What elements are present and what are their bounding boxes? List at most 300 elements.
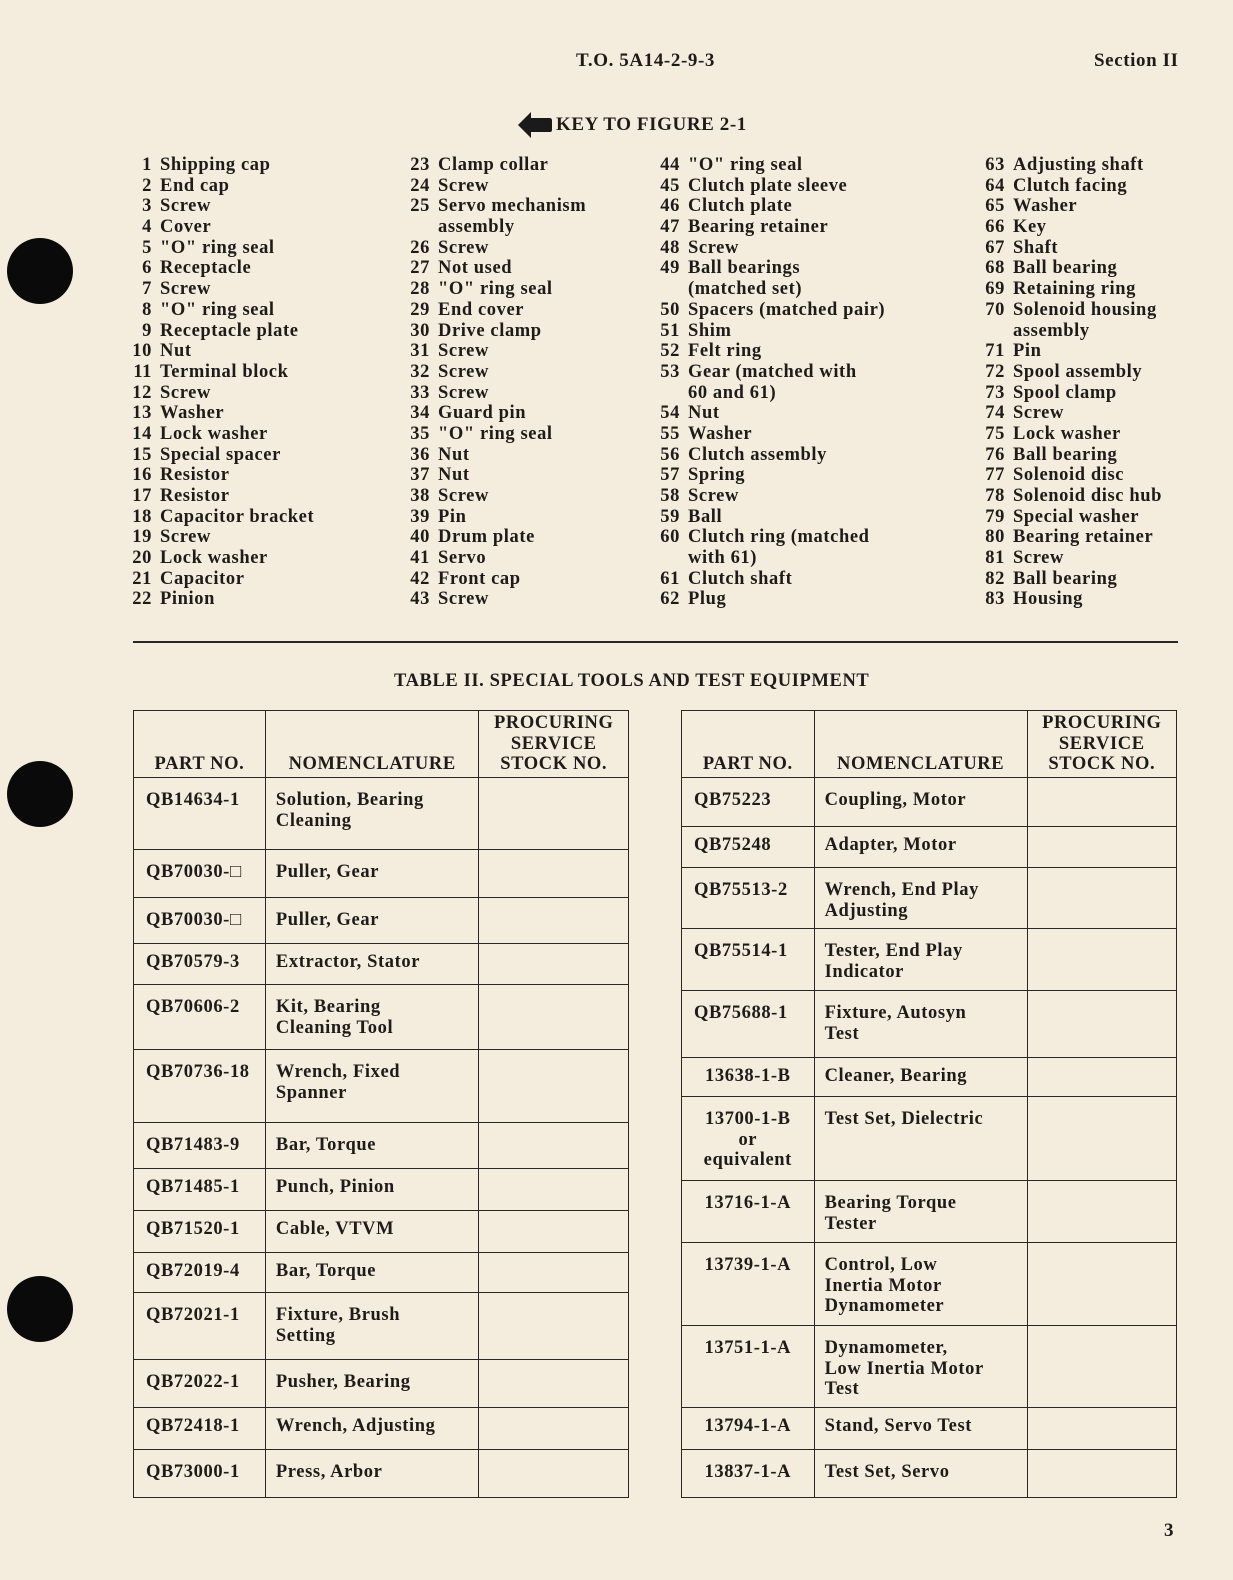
key-item-label: Cover <box>160 217 212 238</box>
key-item <box>650 238 885 259</box>
key-item-number: 7 <box>142 279 152 300</box>
key-item-label: (matched set) <box>688 279 803 300</box>
key-item <box>400 362 586 383</box>
key-item-label: Adjusting shaft <box>1013 155 1144 175</box>
stock-number <box>1027 827 1176 868</box>
column-header: NOMENCLATURE <box>265 711 479 778</box>
key-item <box>130 486 314 507</box>
key-item <box>130 238 314 259</box>
key-item <box>650 527 885 548</box>
key-item-label: Screw <box>438 175 489 196</box>
key-item <box>400 569 586 590</box>
key-item <box>130 424 314 445</box>
tools-table-right <box>681 710 1177 1498</box>
key-item-label: Solenoid disc hub <box>1013 486 1163 506</box>
key-item <box>400 486 586 507</box>
table-row <box>134 778 629 850</box>
key-item-number: 78 <box>985 486 1005 506</box>
key-item-label: Pinion <box>160 589 216 610</box>
divider <box>133 641 1178 643</box>
key-item <box>650 548 885 569</box>
section-label: Section II <box>1094 50 1179 71</box>
key-item-label: 60 and 61) <box>688 382 777 403</box>
binder-hole <box>7 1276 73 1342</box>
document-number: T.O. 5A14-2-9-3 <box>576 50 715 71</box>
key-item <box>650 403 885 424</box>
key-item-number: 38 <box>410 486 430 506</box>
key-item-number: 13 <box>132 403 152 424</box>
key-item-label: Spacers (matched pair) <box>688 299 886 320</box>
key-item-number <box>400 217 430 238</box>
key-item-label: Shipping cap <box>160 155 271 175</box>
key-item <box>400 465 586 486</box>
key-item-number: 35 <box>410 423 430 444</box>
key-item-number: 46 <box>660 196 680 217</box>
key-item <box>130 321 314 342</box>
key-item-number <box>650 279 680 300</box>
key-item <box>650 155 885 176</box>
key-item <box>400 238 586 259</box>
nomenclature: Pusher, Bearing <box>265 1360 479 1408</box>
table-row <box>134 850 629 898</box>
key-item-label: Lock washer <box>160 548 268 569</box>
part-number: QB75514-1 <box>682 929 815 991</box>
key-item-label: Washer <box>688 423 753 444</box>
key-item <box>650 383 885 404</box>
key-item <box>400 424 586 445</box>
part-number: QB14634-1 <box>134 778 266 850</box>
table-row <box>134 1450 629 1498</box>
table-row <box>134 1123 629 1169</box>
key-item-number: 18 <box>132 506 152 527</box>
key-item-label: Screw <box>1013 548 1064 569</box>
key-item-label: Special spacer <box>160 444 281 465</box>
key-item <box>400 176 586 197</box>
key-item-label: Clutch shaft <box>688 568 793 589</box>
key-column-3 <box>650 155 885 610</box>
key-item-label: Screw <box>438 589 489 610</box>
key-item <box>975 527 1162 548</box>
key-item <box>975 176 1162 197</box>
key-item-number: 59 <box>660 506 680 527</box>
key-item <box>650 321 885 342</box>
key-item-label: Capacitor bracket <box>160 506 315 527</box>
key-item-number: 41 <box>410 548 430 569</box>
column-header: PART NO. <box>134 711 266 778</box>
stock-number <box>1027 1058 1176 1097</box>
key-item-label: Plug <box>688 589 727 610</box>
stock-number <box>479 1360 629 1408</box>
key-item-label: Solenoid housing <box>1013 299 1157 320</box>
nomenclature: Test Set, Servo <box>814 1450 1027 1498</box>
table-row <box>134 898 629 944</box>
key-item-label: Bearing retainer <box>688 217 829 238</box>
key-item-label: Screw <box>1013 403 1064 424</box>
key-item <box>130 569 314 590</box>
key-item <box>975 238 1162 259</box>
key-item-number: 1 <box>142 155 152 175</box>
column-header: PROCURING SERVICE STOCK NO. <box>479 711 629 778</box>
nomenclature: Adapter, Motor <box>814 827 1027 868</box>
key-item-label: Terminal block <box>160 361 289 382</box>
key-item <box>975 196 1162 217</box>
key-item-label: End cover <box>438 299 525 320</box>
key-item-label: Washer <box>160 403 225 424</box>
key-item <box>975 465 1162 486</box>
key-item-number: 34 <box>410 403 430 424</box>
key-item-label: Spring <box>688 465 746 486</box>
key-item <box>650 341 885 362</box>
key-item <box>130 155 314 176</box>
table-row <box>682 868 1177 929</box>
key-item-label: Receptacle plate <box>160 320 299 341</box>
key-item <box>400 321 586 342</box>
key-item-number: 5 <box>142 237 152 258</box>
key-item-label: Drive clamp <box>438 320 542 341</box>
key-item-label: "O" ring seal <box>438 423 553 444</box>
part-number: QB75248 <box>682 827 815 868</box>
key-item-label: Front cap <box>438 568 521 589</box>
key-item <box>130 403 314 424</box>
key-item-label: Spool clamp <box>1013 382 1117 403</box>
key-item-label: assembly <box>1013 320 1090 341</box>
part-number: QB73000-1 <box>134 1450 266 1498</box>
key-item <box>975 548 1162 569</box>
tools-table-left <box>133 710 629 1498</box>
stock-number <box>1027 1326 1176 1408</box>
key-item <box>975 300 1162 321</box>
key-item <box>130 176 314 197</box>
nomenclature: Cable, VTVM <box>265 1211 479 1253</box>
part-number: QB75688-1 <box>682 991 815 1058</box>
stock-number <box>479 985 629 1050</box>
key-item-label: Screw <box>160 527 211 548</box>
key-item-number: 37 <box>410 465 430 486</box>
key-item-label: Nut <box>438 465 470 486</box>
key-item-label: Clutch ring (matched <box>688 527 870 548</box>
key-item-number: 74 <box>985 403 1005 424</box>
key-item-label: Guard pin <box>438 403 527 424</box>
key-item-number: 33 <box>410 382 430 403</box>
key-item-number: 69 <box>985 279 1005 300</box>
key-item <box>130 383 314 404</box>
key-item-number: 40 <box>410 527 430 548</box>
key-item <box>975 217 1162 238</box>
key-item-label: Screw <box>688 237 739 258</box>
part-number: QB71520-1 <box>134 1211 266 1253</box>
key-item-number: 66 <box>985 217 1005 238</box>
key-item-label: Nut <box>688 403 720 424</box>
key-item-label: Pin <box>438 506 467 527</box>
key-item <box>650 486 885 507</box>
key-item <box>400 217 586 238</box>
key-item-number: 28 <box>410 279 430 300</box>
table-row <box>682 1058 1177 1097</box>
table-row <box>134 1408 629 1450</box>
stock-number <box>1027 1097 1176 1181</box>
key-item-number: 21 <box>132 568 152 589</box>
table-row <box>682 1408 1177 1450</box>
key-item-number: 52 <box>660 341 680 362</box>
key-item-number: 58 <box>660 486 680 506</box>
key-item-number: 83 <box>985 589 1005 610</box>
key-item-label: Screw <box>160 279 211 300</box>
key-item-number: 44 <box>660 155 680 175</box>
part-number: QB70030-□ <box>134 898 266 944</box>
key-item-number <box>975 321 1005 342</box>
key-item-number <box>650 548 680 569</box>
key-item-number: 56 <box>660 444 680 465</box>
key-item <box>650 424 885 445</box>
key-item <box>400 196 586 217</box>
stock-number <box>1027 778 1176 827</box>
key-item-label: Screw <box>160 196 211 217</box>
stock-number <box>479 1211 629 1253</box>
key-item <box>650 589 885 610</box>
key-item-label: Clutch assembly <box>688 444 828 465</box>
key-item-number: 45 <box>660 175 680 196</box>
key-item <box>650 465 885 486</box>
key-item-number: 43 <box>410 589 430 610</box>
key-item <box>400 445 586 466</box>
key-item <box>975 569 1162 590</box>
part-number: 13638-1-B <box>682 1058 815 1097</box>
key-item-label: "O" ring seal <box>438 279 553 300</box>
table-row <box>134 944 629 985</box>
key-item-number: 54 <box>660 403 680 424</box>
key-item <box>400 507 586 528</box>
key-item-label: Housing <box>1013 589 1084 610</box>
key-item-label: assembly <box>438 217 515 238</box>
part-number: 13739-1-A <box>682 1243 815 1326</box>
key-item <box>130 279 314 300</box>
table-row <box>682 1243 1177 1326</box>
key-column-2 <box>400 155 586 610</box>
part-number: QB70606-2 <box>134 985 266 1050</box>
stock-number <box>1027 991 1176 1058</box>
key-item <box>650 300 885 321</box>
key-item-number: 36 <box>410 444 430 465</box>
stock-number <box>479 898 629 944</box>
key-item-number: 71 <box>985 341 1005 362</box>
key-item <box>650 362 885 383</box>
part-number: QB71483-9 <box>134 1123 266 1169</box>
key-item <box>975 486 1162 507</box>
key-item <box>975 445 1162 466</box>
stock-number <box>479 1050 629 1123</box>
key-item-label: Screw <box>438 382 489 403</box>
part-number: 13751-1-A <box>682 1326 815 1408</box>
key-item-number: 10 <box>132 341 152 362</box>
key-item-label: Gear (matched with <box>688 361 857 382</box>
nomenclature: Test Set, Dielectric <box>814 1097 1027 1181</box>
nomenclature: Wrench, End Play Adjusting <box>814 868 1027 929</box>
table-row <box>682 1097 1177 1181</box>
key-item-label: Screw <box>438 486 489 506</box>
key-item-label: Drum plate <box>438 527 535 548</box>
key-item <box>975 403 1162 424</box>
key-item-label: Ball bearing <box>1013 444 1118 465</box>
key-item-number: 32 <box>410 361 430 382</box>
key-item-label: Shaft <box>1013 237 1059 258</box>
key-item-number: 50 <box>660 299 680 320</box>
key-item-label: Clutch plate <box>688 196 793 217</box>
key-item-label: Screw <box>438 341 489 362</box>
key-item-label: Clamp collar <box>438 155 549 175</box>
table-header-row <box>682 711 1177 778</box>
key-item-label: Ball <box>688 506 723 527</box>
key-item <box>975 321 1162 342</box>
part-number: 13700-1-B or equivalent <box>682 1097 815 1181</box>
key-item-label: Ball bearings <box>688 258 801 279</box>
part-number: QB75513-2 <box>682 868 815 929</box>
key-item <box>975 507 1162 528</box>
key-item <box>400 300 586 321</box>
key-item-label: Retaining ring <box>1013 279 1137 300</box>
key-item <box>130 465 314 486</box>
key-item-number: 49 <box>660 258 680 279</box>
key-item-label: Screw <box>438 237 489 258</box>
table-row <box>682 827 1177 868</box>
nomenclature: Fixture, Autosyn Test <box>814 991 1027 1058</box>
key-item-number: 51 <box>660 320 680 341</box>
key-item-number: 30 <box>410 320 430 341</box>
key-item-label: Servo <box>438 548 487 569</box>
key-item-number: 39 <box>410 506 430 527</box>
key-item-label: Servo mechanism <box>438 196 587 217</box>
key-item-number: 76 <box>985 444 1005 465</box>
key-item-number: 8 <box>142 299 152 320</box>
table-row <box>682 991 1177 1058</box>
key-item <box>650 176 885 197</box>
part-number: QB72022-1 <box>134 1360 266 1408</box>
page-number: 3 <box>1164 1520 1175 1541</box>
key-item-number: 9 <box>142 320 152 341</box>
key-item-number: 48 <box>660 237 680 258</box>
key-item-label: Nut <box>438 444 470 465</box>
key-item-number: 16 <box>132 465 152 486</box>
nomenclature: Puller, Gear <box>265 850 479 898</box>
key-item-number: 24 <box>410 175 430 196</box>
key-item-number: 63 <box>985 155 1005 175</box>
key-item-label: Resistor <box>160 465 230 486</box>
table-row <box>134 1253 629 1293</box>
key-item-number: 26 <box>410 237 430 258</box>
key-item-number: 11 <box>133 361 152 382</box>
key-item <box>400 279 586 300</box>
nomenclature: Kit, Bearing Cleaning Tool <box>265 985 479 1050</box>
nomenclature: Extractor, Stator <box>265 944 479 985</box>
key-item <box>650 445 885 466</box>
key-item-number: 25 <box>410 196 430 217</box>
key-item <box>650 279 885 300</box>
key-item-number: 67 <box>985 237 1005 258</box>
column-header: PROCURING SERVICE STOCK NO. <box>1027 711 1176 778</box>
table-row <box>134 1169 629 1211</box>
key-item-label: Bearing retainer <box>1013 527 1154 548</box>
stock-number <box>479 1253 629 1293</box>
nomenclature: Tester, End Play Indicator <box>814 929 1027 991</box>
key-item <box>130 362 314 383</box>
key-item-label: Nut <box>160 341 192 362</box>
part-number: QB75223 <box>682 778 815 827</box>
table-row <box>134 985 629 1050</box>
table-row <box>682 1181 1177 1243</box>
key-item <box>130 196 314 217</box>
key-item <box>975 589 1162 610</box>
key-item <box>400 403 586 424</box>
key-item-number: 23 <box>410 155 430 175</box>
stock-number <box>1027 1243 1176 1326</box>
stock-number <box>479 1123 629 1169</box>
key-column-4 <box>975 155 1162 610</box>
key-item-number: 70 <box>985 299 1005 320</box>
key-item-label: Special washer <box>1013 506 1140 527</box>
nomenclature: Wrench, Fixed Spanner <box>265 1050 479 1123</box>
stock-number <box>479 1293 629 1360</box>
key-item-label: Resistor <box>160 486 230 506</box>
key-item-label: Clutch plate sleeve <box>688 175 848 196</box>
table-row <box>134 1293 629 1360</box>
key-item <box>400 589 586 610</box>
key-item-label: Screw <box>160 382 211 403</box>
stock-number <box>1027 868 1176 929</box>
key-item-label: "O" ring seal <box>160 237 275 258</box>
key-title <box>518 112 747 138</box>
nomenclature: Dynamometer, Low Inertia Motor Test <box>814 1326 1027 1408</box>
table-row <box>134 1360 629 1408</box>
stock-number <box>479 1408 629 1450</box>
table-row <box>134 1211 629 1253</box>
table-row <box>682 1326 1177 1408</box>
key-item <box>975 424 1162 445</box>
key-item <box>130 589 314 610</box>
stock-number <box>479 1169 629 1211</box>
key-item-label: Clutch facing <box>1013 175 1128 196</box>
key-item-number: 20 <box>132 548 152 569</box>
key-item-number: 53 <box>660 361 680 382</box>
nomenclature: Wrench, Adjusting <box>265 1408 479 1450</box>
key-item-number: 3 <box>142 196 152 217</box>
table-row <box>134 1050 629 1123</box>
key-item-number: 19 <box>132 527 152 548</box>
key-item-label: Ball bearing <box>1013 258 1118 279</box>
key-item-number: 4 <box>142 217 152 238</box>
nomenclature: Cleaner, Bearing <box>814 1058 1027 1097</box>
key-item-number: 60 <box>660 527 680 548</box>
key-item-number: 15 <box>132 444 152 465</box>
key-item <box>975 155 1162 176</box>
key-item-number: 75 <box>985 423 1005 444</box>
key-item-number: 62 <box>660 589 680 610</box>
key-item-label: "O" ring seal <box>160 299 275 320</box>
key-item-label: Screw <box>438 361 489 382</box>
key-item <box>650 217 885 238</box>
nomenclature: Stand, Servo Test <box>814 1408 1027 1450</box>
key-item-label: Solenoid disc <box>1013 465 1125 486</box>
nomenclature: Fixture, Brush Setting <box>265 1293 479 1360</box>
key-item-number: 22 <box>132 589 152 610</box>
key-item <box>400 383 586 404</box>
part-number: QB70030-□ <box>134 850 266 898</box>
key-item-label: Lock washer <box>160 423 268 444</box>
part-number: 13716-1-A <box>682 1181 815 1243</box>
key-item <box>650 569 885 590</box>
column-header: NOMENCLATURE <box>814 711 1027 778</box>
key-item-label: Screw <box>688 486 739 506</box>
key-item-label: Key <box>1013 217 1047 238</box>
part-number: QB70736-18 <box>134 1050 266 1123</box>
